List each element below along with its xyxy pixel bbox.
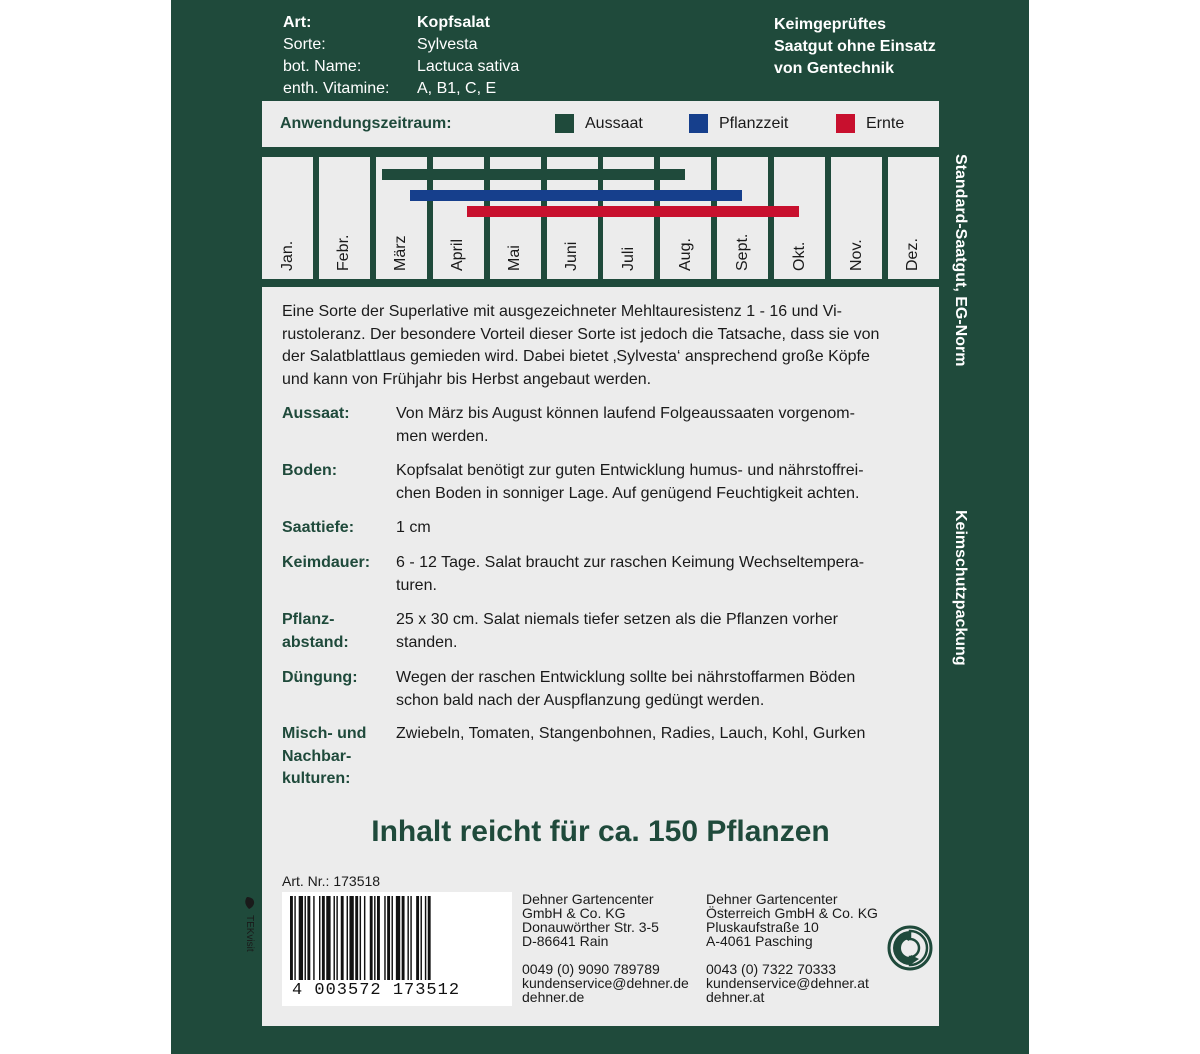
barcode-bar	[341, 896, 344, 980]
info-label: Aussaat:	[282, 405, 350, 422]
barcode-bar	[326, 896, 330, 980]
barcode-bar	[425, 896, 426, 980]
legend-label: Ernte	[866, 114, 905, 132]
month-column	[831, 157, 882, 279]
barcode-bars	[290, 896, 504, 980]
legend-item-pflanzzeit	[689, 114, 788, 133]
address-line: A-4061 Pasching	[706, 933, 813, 949]
info-text-line: chen Boden in sonniger Lage. Auf genügend Feuchtigkeit achten.	[396, 484, 860, 502]
info-label: Düngung:	[282, 669, 358, 686]
info-text-line: schon bald nach der Auspflanzung gedüngt werden.	[396, 691, 765, 709]
month-column	[262, 157, 313, 279]
month-label: Juli	[619, 246, 637, 271]
legend-item-aussaat	[555, 114, 643, 133]
gmo-free-notice	[774, 14, 936, 80]
barcode-bar	[355, 896, 358, 980]
info-text-line: Wegen der raschen Entwicklung sollte bei nährstoffarmen Böden	[396, 669, 856, 686]
barcode-bar	[374, 896, 375, 980]
legend-swatch	[555, 114, 574, 133]
info-text-line: men werden.	[396, 427, 489, 445]
address-line: Österreich GmbH & Co. KG	[706, 905, 878, 921]
barcode-bar	[307, 896, 310, 980]
address-line: GmbH & Co. KG	[522, 905, 626, 921]
info-text-line: Von März bis August können laufend Folgeaussaaten vorgenom-	[396, 405, 855, 422]
phone-number: 0049 (0) 9090 789789	[522, 961, 660, 977]
address-line: Pluskaufstraße 10	[706, 919, 819, 935]
month-label: Jan.	[278, 240, 296, 271]
info-label: Keimdauer:	[282, 554, 371, 571]
header-key: Sorte:	[283, 36, 326, 53]
email-link[interactable]: kundenservice@dehner.de	[522, 975, 689, 991]
period-bar-aussaat	[382, 169, 686, 180]
barcode-bar	[410, 896, 411, 980]
info-text-line: 6 - 12 Tage. Salat braucht zur raschen Keimung Wechseltempera-	[396, 554, 865, 571]
address-line: Dehner Gartencenter	[706, 891, 838, 907]
info-text-line: 25 x 30 cm. Salat niemals tiefer setzen als die Pflanzen vorher	[396, 611, 838, 628]
tekvisit-text: TEKvisit	[244, 915, 255, 952]
header-key: enth. Vitamine:	[283, 80, 390, 97]
month-label: Dez.	[904, 238, 922, 271]
header-values	[417, 12, 519, 100]
phone-number: 0043 (0) 7322 70333	[706, 961, 836, 977]
info-label: abstand:	[282, 633, 349, 651]
info-text-line: turen.	[396, 576, 437, 594]
legend-item-ernte	[836, 114, 904, 133]
month-column	[774, 157, 825, 279]
legend-swatch	[836, 114, 855, 133]
legend-bar	[262, 101, 939, 147]
barcode-bar	[313, 896, 314, 980]
info-label: Nachbar-	[282, 747, 352, 765]
gmo-notice-line: Keimgeprüftes	[774, 16, 887, 33]
email-link[interactable]: kundenservice@dehner.at	[706, 975, 869, 991]
barcode-bar	[336, 896, 337, 980]
barcode-bar	[387, 896, 390, 980]
barcode-bar	[360, 896, 361, 980]
info-text-line: 1 cm	[396, 519, 431, 536]
header-value: Sylvesta	[417, 36, 478, 53]
month-label: Mai	[506, 245, 524, 271]
barcode-bar	[349, 896, 353, 980]
info-label: kulturen:	[282, 770, 351, 787]
month-label: April	[449, 238, 467, 271]
barcode-bar	[364, 896, 365, 980]
barcode-bar	[299, 896, 303, 980]
info-label: Pflanz-	[282, 611, 335, 628]
barcode-bar	[416, 896, 419, 980]
barcode-digits: 4 003572 173512	[292, 981, 461, 1000]
tekvisit-logo	[241, 895, 261, 965]
barcode-bar	[322, 896, 325, 980]
description-panel	[262, 287, 939, 1026]
header-value: Kopfsalat	[417, 14, 490, 31]
barcode-bar	[407, 896, 408, 980]
month-label: März	[392, 235, 410, 271]
info-label: Misch- und	[282, 725, 367, 742]
address-line: Dehner Gartencenter	[522, 891, 654, 907]
intro-text	[282, 301, 922, 391]
side-text-keimschutz: Keimschutzpackung	[952, 510, 969, 666]
intro-line: und kann von Frühjahr bis Herbst angebaut werden.	[282, 370, 652, 388]
header-keys	[283, 12, 389, 100]
website-link[interactable]: dehner.at	[706, 989, 765, 1005]
barcode-bar	[392, 896, 393, 980]
info-text-line: Zwiebeln, Tomaten, Stangenbohnen, Radies, Lauch, Kohl, Gurken	[396, 725, 866, 742]
article-number: Art. Nr.: 173518	[282, 873, 381, 889]
intro-line: Eine Sorte der Superlative mit ausgezeichneter Mehltauresistenz 1 - 16 und Vi-	[282, 303, 843, 320]
month-column	[888, 157, 939, 279]
barcode	[282, 892, 512, 1006]
address-line: Donauwörther Str. 3-5	[522, 919, 659, 935]
intro-line: der Salatblattlaus gemieden wird. Dabei bietet ‚Sylvesta‘ ansprechend große Köpfe	[282, 348, 870, 365]
period-bar-ernte	[467, 206, 799, 217]
period-bar-pflanzzeit	[410, 190, 742, 201]
month-label: Juni	[563, 241, 580, 271]
month-column	[717, 157, 768, 279]
barcode-bar	[294, 896, 295, 980]
intro-line: rustoleranz. Der besondere Vorteil dieser Sorte ist jedoch die Tatsache, dass sie von	[282, 325, 880, 343]
month-column	[319, 157, 370, 279]
barcode-bar	[347, 896, 348, 980]
month-label: Okt.	[790, 241, 808, 271]
month-label: Sept.	[733, 233, 751, 271]
info-label: Saattiefe:	[282, 519, 355, 536]
address-germany	[522, 892, 689, 1004]
legend-label: Aussaat	[585, 114, 643, 132]
address-austria	[706, 892, 878, 1004]
month-label: Febr.	[335, 234, 353, 271]
legend-swatch	[689, 114, 708, 133]
barcode-bar	[377, 896, 380, 980]
info-text-line: Kopfsalat benötigt zur guten Entwicklung humus- und nährstoffrei-	[396, 462, 864, 479]
month-label: Aug.	[676, 238, 694, 271]
barcode-bar	[384, 896, 385, 980]
planting-calendar	[262, 157, 939, 279]
barcode-bar	[305, 896, 306, 980]
gmo-notice-line: Saatgut ohne Einsatz	[774, 38, 936, 55]
header-key: Art:	[283, 14, 312, 31]
info-label: Boden:	[282, 462, 338, 479]
barcode-bar	[319, 896, 320, 980]
address-line: D-86641 Rain	[522, 933, 609, 949]
green-dot-recycling-icon	[887, 925, 933, 971]
barcode-bar	[334, 896, 335, 980]
header-value: A, B1, C, E	[417, 80, 497, 97]
month-label: Nov.	[847, 239, 865, 271]
content-amount: Inhalt reicht für ca. 150 Pflanzen	[371, 815, 830, 848]
legend-label: Pflanzzeit	[719, 114, 789, 132]
barcode-bar	[370, 896, 373, 980]
barcode-bar	[421, 896, 422, 980]
barcode-bar	[396, 896, 400, 980]
header-value: Lactuca sativa	[417, 58, 520, 75]
barcode-bar	[402, 896, 405, 980]
side-text-standard: Standard-Saatgut, EG-Norm	[952, 154, 969, 367]
legend-title: Anwendungszeitraum:	[280, 115, 452, 132]
gmo-notice-line: von Gentechnik	[774, 60, 895, 77]
info-text-line: standen.	[396, 633, 458, 651]
header-key: bot. Name:	[283, 58, 362, 75]
website-link[interactable]: dehner.de	[522, 989, 585, 1005]
barcode-bar	[428, 896, 431, 980]
barcode-bar	[290, 896, 293, 980]
